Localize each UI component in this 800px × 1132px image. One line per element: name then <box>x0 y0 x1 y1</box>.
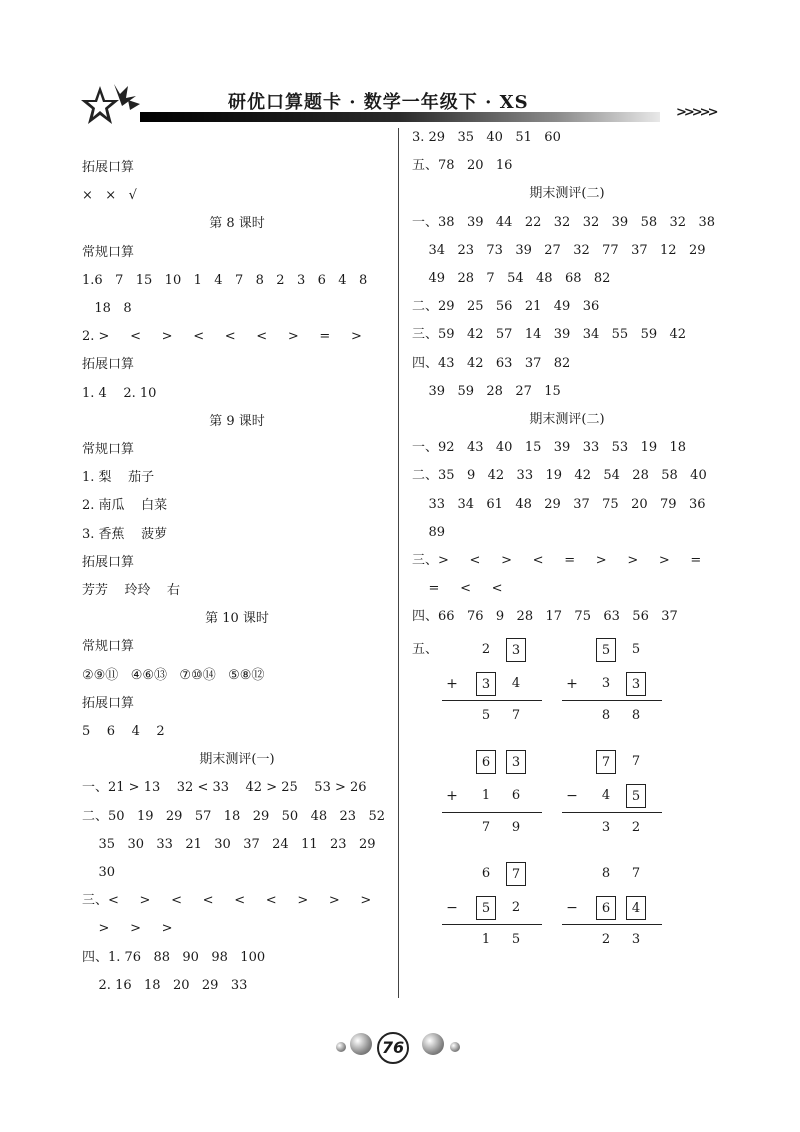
answer-line: 30 <box>82 865 116 880</box>
answer-box: 5 <box>626 784 646 808</box>
answer-line: 常规口算 <box>82 442 135 457</box>
page-number: 76 <box>377 1032 409 1064</box>
answer-line: 3. 29 35 40 51 60 <box>412 130 561 145</box>
digit: 4 <box>601 788 611 803</box>
page-header <box>78 82 718 132</box>
answer-line: > > > <box>82 921 173 937</box>
sum-rule <box>442 812 542 813</box>
digit: 7 <box>631 866 641 881</box>
digit: 2 <box>511 900 521 915</box>
digit: 2 <box>481 642 491 657</box>
answer-line: 三、59 42 57 14 39 34 55 59 42 <box>412 327 687 343</box>
result-digit: 8 <box>631 708 641 723</box>
vertical-arithmetic <box>562 638 662 723</box>
star-logo-icon <box>78 82 148 132</box>
answer-line: 1. 梨 茄子 <box>82 470 155 486</box>
arithmetic-grid <box>412 638 732 958</box>
answer-line: 2. > < > < < < > = > <box>82 329 362 345</box>
header-arrows-icon: >>>>> <box>676 105 716 120</box>
answer-line: 二、50 19 29 57 18 29 50 48 23 52 <box>82 808 385 824</box>
result-digit: 5 <box>511 932 521 947</box>
result-digit: 2 <box>601 932 611 947</box>
result-digit: 7 <box>511 708 521 723</box>
operator: − <box>566 788 578 804</box>
section-heading: 第 8 课时 <box>209 216 265 232</box>
sum-rule <box>562 924 662 925</box>
answer-box: 4 <box>626 896 646 920</box>
digit: 6 <box>511 788 521 803</box>
answer-box: 3 <box>506 750 526 774</box>
sum-rule <box>442 700 542 701</box>
digit: 6 <box>481 866 491 881</box>
digit: 8 <box>601 866 611 881</box>
answer-line: 四、1. 76 88 90 98 100 <box>82 949 266 965</box>
result-digit: 7 <box>481 820 491 835</box>
answer-box: 7 <box>506 862 526 886</box>
sum-rule <box>442 924 542 925</box>
answer-line: = < < <box>412 581 503 597</box>
section-heading: 第 10 课时 <box>205 611 269 627</box>
answer-line: 一、38 39 44 22 32 32 39 58 32 38 <box>412 214 715 230</box>
section-heading: 期末测评(二) <box>529 412 605 427</box>
left-column <box>82 156 392 1006</box>
section-heading: 期末测评(一) <box>199 752 275 768</box>
vertical-arithmetic <box>442 862 542 947</box>
page-footer <box>330 1030 470 1066</box>
section-five <box>412 638 732 958</box>
vertical-arithmetic <box>442 750 542 835</box>
answer-line: 18 8 <box>82 301 132 316</box>
answer-line: 89 <box>412 524 446 540</box>
answer-line: 五、78 20 16 <box>412 158 513 174</box>
operator: + <box>566 676 578 692</box>
column-divider <box>398 128 399 998</box>
operator: − <box>566 900 578 916</box>
answer-line: 一、21 > 13 32 < 33 42 > 25 53 > 26 <box>82 780 367 796</box>
result-digit: 3 <box>601 820 611 835</box>
answer-box: 5 <box>596 638 616 662</box>
answer-line: 常规口算 <box>82 244 135 260</box>
result-digit: 9 <box>511 820 521 835</box>
answer-line: 2. 南瓜 白菜 <box>82 498 168 514</box>
result-digit: 3 <box>631 932 641 947</box>
answer-line: ②⑨⑪ ④⑥⑬ ⑦⑩⑭ ⑤⑧⑫ <box>82 667 265 683</box>
vertical-arithmetic <box>562 750 662 835</box>
operator: − <box>446 900 458 916</box>
answer-line: 1.6 7 15 10 1 4 7 8 2 3 6 4 8 <box>82 272 368 288</box>
section-heading: 第 9 课时 <box>209 413 265 429</box>
answer-line: 3. 香蕉 菠萝 <box>82 526 168 542</box>
footer-dot-icon <box>450 1042 460 1052</box>
answer-line: 芳芳 玲玲 右 <box>82 583 181 598</box>
page-title: 研优口算题卡 · 数学一年级下 · XS <box>228 92 529 113</box>
result-digit: 5 <box>481 708 491 723</box>
answer-line: 三、> < > < = > > > = <box>412 553 702 568</box>
digit: 5 <box>631 642 641 657</box>
answer-line: 三、< > < < < < > > > <box>82 893 372 909</box>
answer-line: 39 59 28 27 15 <box>412 383 561 399</box>
answer-line: 1. 4 2. 10 <box>82 385 157 401</box>
operator: + <box>446 788 458 804</box>
result-digit: 2 <box>631 820 641 835</box>
digit: 1 <box>481 788 491 803</box>
sum-rule <box>562 812 662 813</box>
digit: 4 <box>511 676 521 691</box>
vertical-arithmetic <box>442 638 542 723</box>
answer-box: 5 <box>476 896 496 920</box>
answer-line: 2. 16 18 20 29 33 <box>82 977 248 993</box>
result-digit: 8 <box>601 708 611 723</box>
answer-line: 35 30 33 21 30 37 24 11 23 29 <box>82 836 376 852</box>
digit: 7 <box>631 754 641 769</box>
answer-box: 7 <box>596 750 616 774</box>
vertical-arithmetic <box>562 862 662 947</box>
result-digit: 1 <box>481 932 491 947</box>
answer-line: 常规口算 <box>82 639 135 655</box>
operator: + <box>446 676 458 692</box>
answer-box: 3 <box>476 672 496 696</box>
answer-line: 33 34 61 48 29 37 75 20 79 36 <box>412 496 706 512</box>
answer-line: × × √ <box>82 188 137 204</box>
footer-dot-icon <box>422 1033 444 1055</box>
right-column <box>412 126 722 626</box>
answer-line: 拓展口算 <box>82 160 135 175</box>
answer-line: 5 6 4 2 <box>82 724 165 739</box>
footer-dot-icon <box>350 1033 372 1055</box>
answer-box: 3 <box>626 672 646 696</box>
answer-box: 6 <box>476 750 496 774</box>
digit: 3 <box>601 676 611 691</box>
answer-line: 拓展口算 <box>82 695 135 711</box>
section-five-label: 五、 <box>412 642 439 657</box>
answer-box: 3 <box>506 638 526 662</box>
answer-line: 四、66 76 9 28 17 75 63 56 37 <box>412 609 678 625</box>
answer-line: 49 28 7 54 48 68 82 <box>412 271 611 286</box>
answer-line: 一、92 43 40 15 39 33 53 19 18 <box>412 440 687 456</box>
answer-line: 二、35 9 42 33 19 42 54 28 58 40 <box>412 468 707 484</box>
answer-box: 6 <box>596 896 616 920</box>
answer-line: 34 23 73 39 27 32 77 37 12 29 <box>412 242 706 258</box>
sum-rule <box>562 700 662 701</box>
answer-line: 拓展口算 <box>82 357 135 373</box>
answer-line: 拓展口算 <box>82 554 135 570</box>
answer-line: 二、29 25 56 21 49 36 <box>412 299 600 315</box>
answer-line: 四、43 42 63 37 82 <box>412 355 571 371</box>
section-heading: 期末测评(二) <box>529 186 605 202</box>
footer-dot-icon <box>336 1042 346 1052</box>
